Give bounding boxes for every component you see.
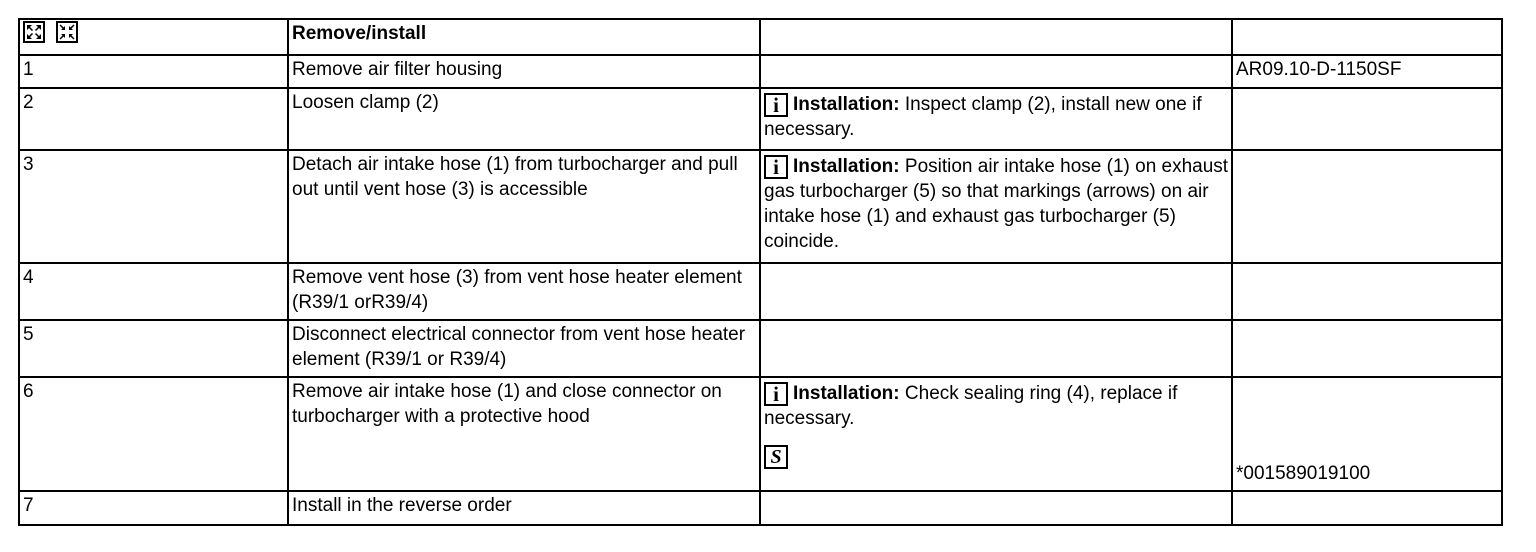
table-header-row (19, 19, 1502, 55)
step-action: Remove air intake hose (1) and close connector on turbocharger with a protective hood (288, 377, 760, 491)
special-tool-icon[interactable]: S (764, 445, 788, 469)
installation-text: Inspect clamp (2), install new one if necessary. (764, 94, 1202, 140)
info-icon: i (764, 155, 788, 179)
installation-note (764, 381, 1229, 431)
table-row (19, 320, 1502, 377)
installation-text: Position air intake hose (1) on exhaust gas turbocharger (5) so that markings (arrows) on air intake hose (1) and exhaust gas turbocharger (5) coincide. (764, 156, 1229, 252)
step-reference (1232, 150, 1502, 263)
step-action: Loosen clamp (2) (288, 88, 760, 150)
step-number: 7 (19, 491, 288, 525)
step-reference (1232, 88, 1502, 150)
step-number: 5 (19, 320, 288, 377)
step-note (760, 150, 1232, 263)
step-note (760, 88, 1232, 150)
step-action: Disconnect electrical connector from vent hose heater element (R39/1 or R39/4) (288, 320, 760, 377)
table-row (19, 263, 1502, 320)
special-tool-number[interactable]: *001589019100 (1236, 463, 1371, 484)
step-reference-link[interactable]: AR09.10-D-1150SF (1232, 55, 1502, 88)
header-note-cell (760, 19, 1232, 55)
installation-label: Installation: (793, 94, 900, 115)
step-reference (1232, 263, 1502, 320)
step-reference-cell (1232, 377, 1502, 491)
step-note (760, 320, 1232, 377)
step-number: 4 (19, 263, 288, 320)
info-icon: i (764, 382, 788, 406)
step-note (760, 55, 1232, 88)
installation-label: Installation: (793, 383, 900, 404)
step-note (760, 491, 1232, 525)
step-number: 6 (19, 377, 288, 491)
header-icons-cell (19, 19, 288, 55)
collapse-all-icon[interactable] (56, 21, 78, 43)
step-reference (1232, 491, 1502, 525)
table-row (19, 88, 1502, 150)
step-note (760, 377, 1232, 491)
info-icon: i (764, 93, 788, 117)
installation-label: Installation: (793, 156, 900, 177)
expand-all-icon[interactable] (23, 21, 45, 43)
table-row (19, 491, 1502, 525)
header-ref-cell (1232, 19, 1502, 55)
step-note (760, 263, 1232, 320)
step-reference (1232, 320, 1502, 377)
step-number: 2 (19, 88, 288, 150)
step-number: 1 (19, 55, 288, 88)
procedure-table (18, 18, 1503, 526)
step-number: 3 (19, 150, 288, 263)
header-title: Remove/install (288, 19, 760, 55)
step-action: Detach air intake hose (1) from turbocharger and pull out until vent hose (3) is accessible (288, 150, 760, 263)
table-row (19, 150, 1502, 263)
note-spacer (764, 431, 1229, 445)
step-action: Install in the reverse order (288, 491, 760, 525)
table-row (19, 55, 1502, 88)
step-action: Remove air filter housing (288, 55, 760, 88)
table-row (19, 377, 1502, 491)
step-action: Remove vent hose (3) from vent hose heater element (R39/1 orR39/4) (288, 263, 760, 320)
installation-text: Check sealing ring (4), replace if necessary. (764, 383, 1178, 429)
